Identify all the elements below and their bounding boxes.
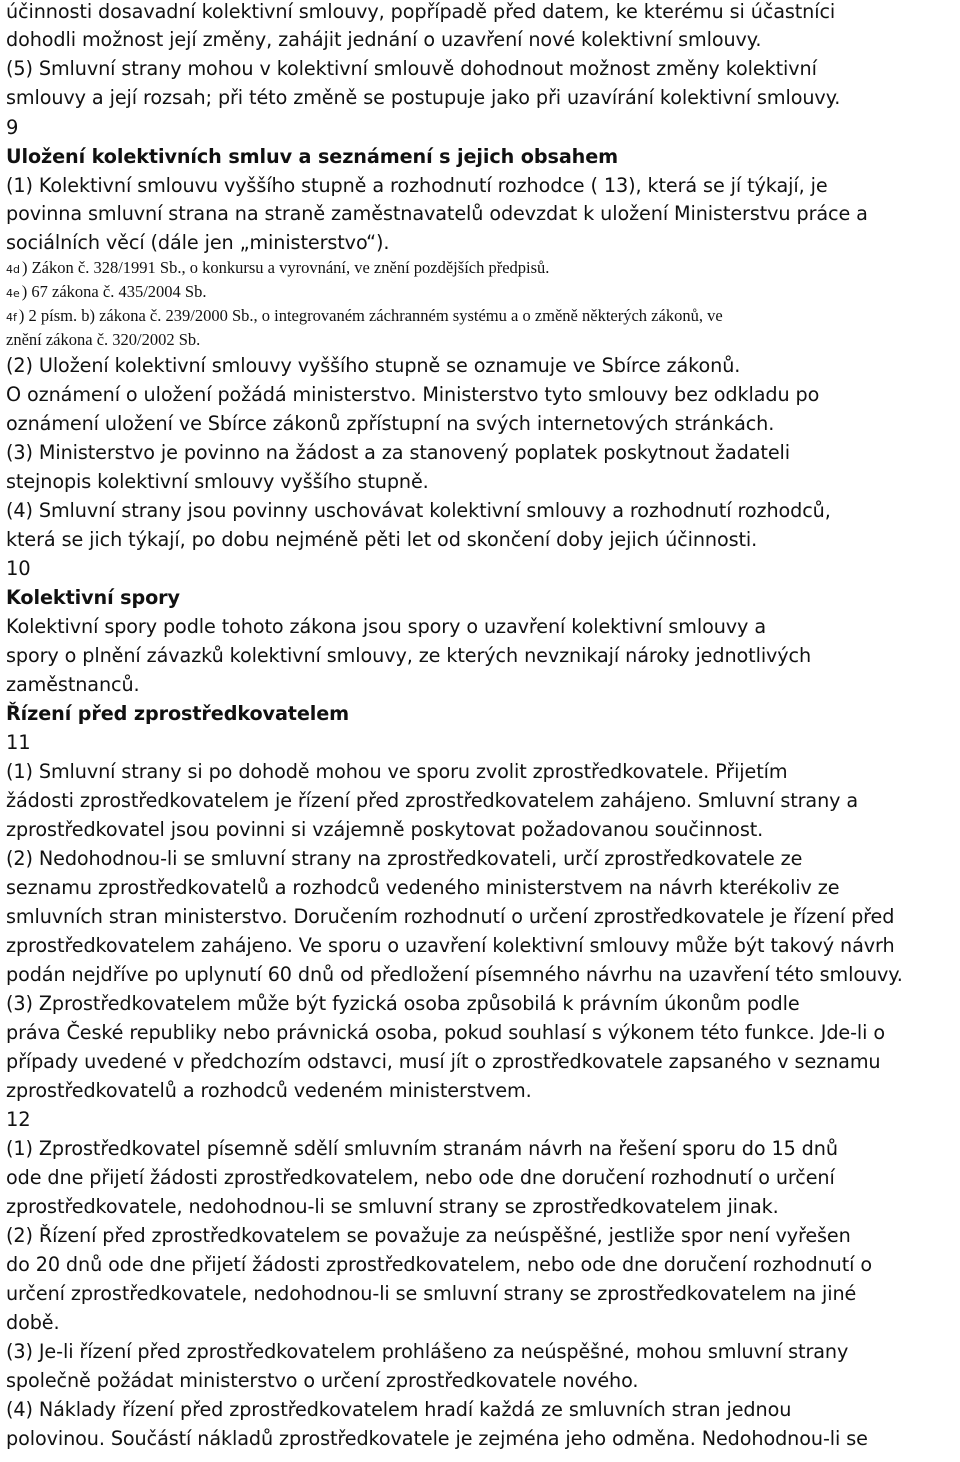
line-text: 10 (6, 557, 31, 580)
line-text: (2) Uložení kolektivní smlouvy vyššího stupně se oznamuje ve Sbírce zákonů. (6, 354, 741, 377)
line-text: ) Zákon č. 328/1991 Sb., o konkursu a vyrovnání, ve znění pozdějších předpisů. (21, 258, 550, 277)
line-text: Kolektivní spory (6, 586, 180, 609)
footnote-line (6, 282, 206, 304)
body-text-line (6, 202, 868, 226)
line-text: smluvních stran ministerstvo. Doručením rozhodnutí o určení zprostředkovatele je řízení před (6, 905, 895, 928)
line-text: žádosti zprostředkovatelem je řízení před zprostředkovatelem zahájeno. Smluvní strany a (6, 789, 859, 812)
body-text-line (6, 818, 763, 842)
body-text-line (6, 847, 802, 871)
body-text-line (6, 615, 766, 639)
body-text-line (6, 412, 774, 436)
body-text-line (6, 876, 839, 900)
line-text: účinnosti dosavadní kolektivní smlouvy, popřípadě před datem, ke kterému si účastníci (6, 0, 836, 23)
line-text: podán nejdříve po uplynutí 60 dnů od předložení písemného návrhu na uzavření této smlouvy. (6, 963, 903, 986)
line-text: (4) Náklady řízení před zprostředkovatelem hradí každá ze smluvních stran jednou (6, 1398, 792, 1421)
line-text: (3) Ministerstvo je povinno na žádost a za stanovený poplatek poskytnout žadateli (6, 441, 790, 464)
body-text-line (6, 0, 835, 24)
body-text-line (6, 1311, 60, 1335)
line-text: (5) Smluvní strany mohou v kolektivní smlouvě dohodnout možnost změny kolektivní (6, 57, 817, 80)
line-text: ) 2 písm. b) zákona č. 239/2000 Sb., o integrovaném záchranném systému a o změně některých zákonů, ve (18, 306, 723, 325)
line-text: (1) Kolektivní smlouvu vyššího stupně a rozhodnutí rozhodce ( 13), která se jí týkají, je (6, 174, 828, 197)
body-text-line (6, 499, 831, 523)
body-text-line (6, 760, 787, 784)
body-text-line (6, 1050, 881, 1074)
line-text: (3) Zprostředkovatelem může být fyzická osoba způsobilá k právním úkonům podle (6, 992, 800, 1015)
body-text-line (6, 57, 817, 81)
line-text: sociálních věcí (dále jen „ministerstvo“). (6, 231, 390, 254)
line-text: zprostředkovatelem zahájeno. Ve sporu o uzavření kolektivní smlouvy může být takový návrh (6, 934, 895, 957)
line-text: polovinou. Součástí nákladů zprostředkovatele je zejména jeho odměna. Nedohodnou-li se (6, 1427, 868, 1450)
section-number (6, 731, 31, 755)
section-heading (6, 586, 180, 610)
body-text-line (6, 1427, 868, 1451)
body-text-line (6, 354, 740, 378)
footnote-mark: 4f (6, 311, 17, 324)
line-text: seznamu zprostředkovatelů a rozhodců vedeného ministerstvem na návrh kterékoliv ze (6, 876, 840, 899)
body-text-line (6, 28, 761, 52)
body-text-line (6, 528, 757, 552)
body-text-line (6, 86, 840, 110)
footnote-line (6, 306, 723, 328)
line-text: (2) Nedohodnou-li se smluvní strany na zprostředkovateli, určí zprostředkovatele ze (6, 847, 803, 870)
line-text: případy uvedené v předchozím odstavci, musí jít o zprostředkovatele zapsaného v seznamu (6, 1050, 881, 1073)
section-number (6, 557, 31, 581)
body-text-line (6, 905, 894, 929)
line-text: Řízení před zprostředkovatelem (6, 702, 350, 725)
body-text-line (6, 934, 895, 958)
body-text-line (6, 1195, 779, 1219)
line-text: znění zákona č. 320/2002 Sb. (6, 330, 201, 349)
line-text: době. (6, 1311, 60, 1334)
footnote-mark: 4d (6, 263, 20, 276)
section-number (6, 116, 18, 140)
section-number (6, 1108, 31, 1132)
body-text-line (6, 470, 429, 494)
line-text: dohodli možnost její změny, zahájit jednání o uzavření nové kolektivní smlouvy. (6, 28, 762, 51)
line-text: společně požádat ministerstvo o určení zprostředkovatele nového. (6, 1369, 639, 1392)
line-text: 11 (6, 731, 31, 754)
body-text-line (6, 644, 811, 668)
body-text-line (6, 441, 790, 465)
line-text: Kolektivní spory podle tohoto zákona jsou spory o uzavření kolektivní smlouvy a (6, 615, 766, 638)
section-heading (6, 702, 349, 726)
line-text: spory o plnění závazků kolektivní smlouvy, ze kterých nevznikají nároky jednotlivých (6, 644, 812, 667)
body-text-line (6, 1079, 532, 1103)
line-text: oznámení uložení ve Sbírce zákonů zpřístupní na svých internetových stránkách. (6, 412, 775, 435)
section-heading (6, 145, 618, 169)
body-text-line (6, 383, 819, 407)
line-text: 9 (6, 116, 19, 139)
body-text-line (6, 1369, 638, 1393)
line-text: ode dne přijetí žádosti zprostředkovatelem, nebo ode dne doručení rozhodnutí o určení (6, 1166, 835, 1189)
body-text-line (6, 1137, 838, 1161)
line-text: 12 (6, 1108, 31, 1131)
body-text-line (6, 1021, 885, 1045)
body-text-line (6, 1282, 856, 1306)
body-text-line (6, 789, 858, 813)
body-text-line (6, 673, 140, 697)
body-text-line (6, 963, 903, 987)
line-text: ) 67 zákona č. 435/2004 Sb. (21, 282, 207, 301)
body-text-line (6, 1166, 835, 1190)
line-text: zprostředkovatelů a rozhodců vedeném ministerstvem. (6, 1079, 532, 1102)
line-text: stejnopis kolektivní smlouvy vyššího stupně. (6, 470, 429, 493)
line-text: zprostředkovatele, nedohodnou-li se smluvní strany se zprostředkovatelem jinak. (6, 1195, 779, 1218)
line-text: (3) Je-li řízení před zprostředkovatelem prohlášeno za neúspěšné, mohou smluvní strany (6, 1340, 849, 1363)
line-text: smlouvy a její rozsah; při této změně se postupuje jako při uzavírání kolektivní smlouvy. (6, 86, 841, 109)
footnote-line (6, 258, 549, 280)
body-text-line (6, 992, 800, 1016)
line-text: zprostředkovatel jsou povinni si vzájemně poskytovat požadovanou součinnost. (6, 818, 764, 841)
body-text-line (6, 174, 828, 198)
line-text: do 20 dnů ode dne přijetí žádosti zprostředkovatelem, nebo ode dne doručení rozhodnutí o (6, 1253, 872, 1276)
body-text-line (6, 1340, 848, 1364)
line-text: (1) Smluvní strany si po dohodě mohou ve sporu zvolit zprostředkovatele. Přijetím (6, 760, 788, 783)
line-text: (1) Zprostředkovatel písemně sdělí smluvním stranám návrh na řešení sporu do 15 dnů (6, 1137, 838, 1160)
body-text-line (6, 1224, 851, 1248)
line-text: Uložení kolektivních smluv a seznámení s jejich obsahem (6, 145, 619, 168)
line-text: O oznámení o uložení požádá ministerstvo. Ministerstvo tyto smlouvy bez odkladu po (6, 383, 820, 406)
line-text: určení zprostředkovatele, nedohodnou-li se smluvní strany se zprostředkovatelem na jiné (6, 1282, 857, 1305)
line-text: která se jich týkají, po dobu nejméně pěti let od skončení doby jejich účinnosti. (6, 528, 758, 551)
body-text-line (6, 231, 389, 255)
body-text-line (6, 1398, 791, 1422)
line-text: povinna smluvní strana na straně zaměstnavatelů odevzdat k uložení Ministerstvu práce a (6, 202, 868, 225)
footnote-line (6, 330, 200, 350)
footnote-mark: 4e (6, 287, 20, 300)
line-text: (2) Řízení před zprostředkovatelem se považuje za neúspěšné, jestliže spor není vyřešen (6, 1224, 851, 1247)
line-text: práva České republiky nebo právnická osoba, pokud souhlasí s výkonem této funkce. Jde-li o (6, 1021, 886, 1044)
line-text: zaměstnanců. (6, 673, 140, 696)
body-text-line (6, 1253, 872, 1277)
line-text: (4) Smluvní strany jsou povinny uschovávat kolektivní smlouvy a rozhodnutí rozhodců, (6, 499, 831, 522)
